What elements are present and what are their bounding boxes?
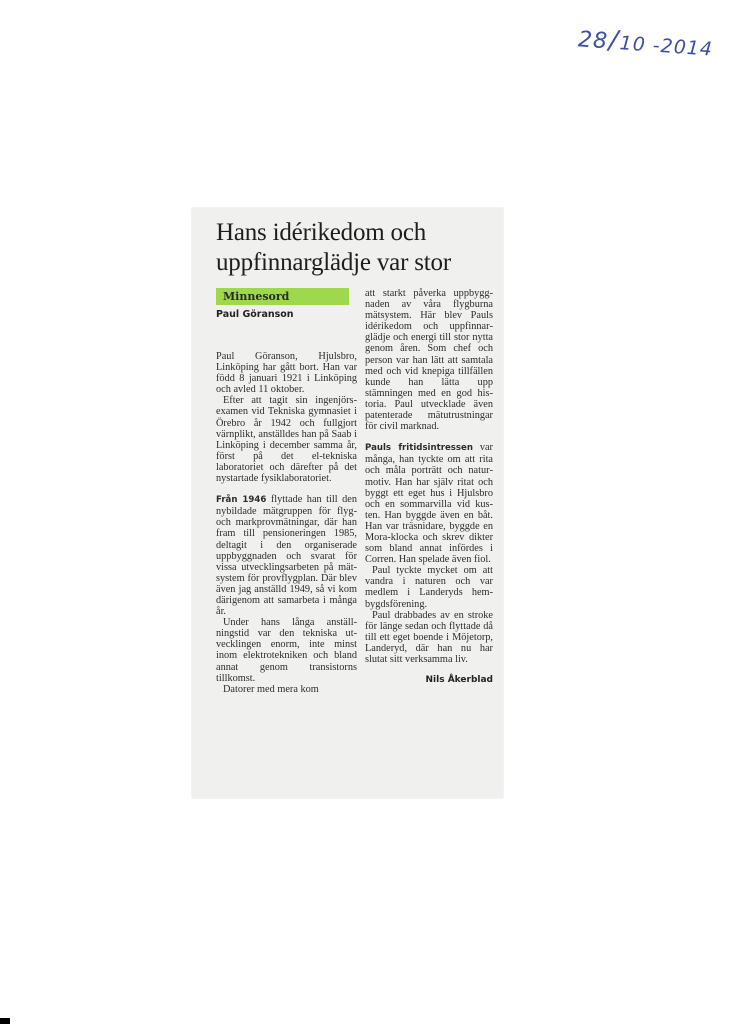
run-in-heading: Pauls fritidsintressen [365,443,473,454]
date-slash: / [608,25,620,57]
handwritten-date [577,23,714,62]
paragraph: Paul tyckte mycket om att vandra i naturen och var medlem i Landeryds hembygdsförening. [365,565,493,610]
paragraph: Paul Göranson, Hjulsbro, Linköping har gått bort. Han var född 8 januari 1921 i Linköping och avled 11 oktober. [216,351,357,396]
handwritten-month: 10 [618,32,647,56]
headline-line-1: Hans idérikedom och [216,219,427,246]
author-signature: Nils Åkerblad [425,675,493,686]
article-right-column [365,288,493,686]
paragraph: Under hans långa anställningstid var den tekniska utvecklingen enorm, inte minst inom elektrotekniken och bland annat genom transistorns tillkomst. [216,617,357,684]
newspaper-clipping [192,208,503,798]
paragraph: Paul drabbades av en stroke för länge sedan och flyttade då till ett eget boende i Möjetorp, Landeryd, där han nu har slutat sitt verksamma liv. [365,609,493,665]
paragraph: Datorer med mera kom [223,683,319,695]
paragraph: att starkt påverka uppbyggnaden av våra flygburna mätsystem. Här blev Pauls idérikedom och uppfinnarglädje och energi till stor nytta genom åren. Som chef och person var han lätt att samtala med och vid knepiga tillfällen kunde han lätta upp stämningen med en god historia. Paul utvecklade även patenterade mätutrustningar för civil marknad. [365,288,493,433]
paragraph-text: flyttade han till den nybildade mätgruppen för flyg- och markprovmätningar, där han fram till pensioneringen 1985, deltagit i den organiserade uppbyggnaden och svarat för vissa utvecklingsarbeten på mätsystem för provflygplan. Där blev även jag anställd 1949, så vi kom därigenom att samarbeta i många år. [216,494,357,618]
paragraph [365,442,493,565]
headline-line-2: uppfinnarglädje var stor [216,249,451,276]
article-headline [216,218,451,278]
section-tag: Minnesord [216,288,349,305]
paragraph-text: var många, han tyckte om att rita och måla porträtt och naturmotiv. Han har själv ritat och byggt ett eget hus i Hjulsbro och en sommarvilla vid kusten. Han byggde även en båt. Han var träsnidare, byggde en Mora-klocka och skrev dikter som bland annat infördes i Corren. Han spelade även fiol. [365,442,493,566]
paragraph [216,494,357,617]
article-left-column [216,288,357,695]
byline: Paul Göranson [216,309,294,320]
handwritten-day: 28 [577,27,609,55]
handwritten-year: -2014 [652,34,714,61]
run-in-heading: Från 1946 [216,495,267,506]
scan-edge-mark [0,1018,10,1024]
paragraph: Efter att tagit sin ingenjörsexamen vid Tekniska gymnasiet i Örebro år 1942 och fullgjort värnplikt, anställdes han på Saab i Linköping i december samma år, först på det el-tekniska laboratoriet och därefter på det nystartade fysiklaboratoriet. [216,395,357,485]
